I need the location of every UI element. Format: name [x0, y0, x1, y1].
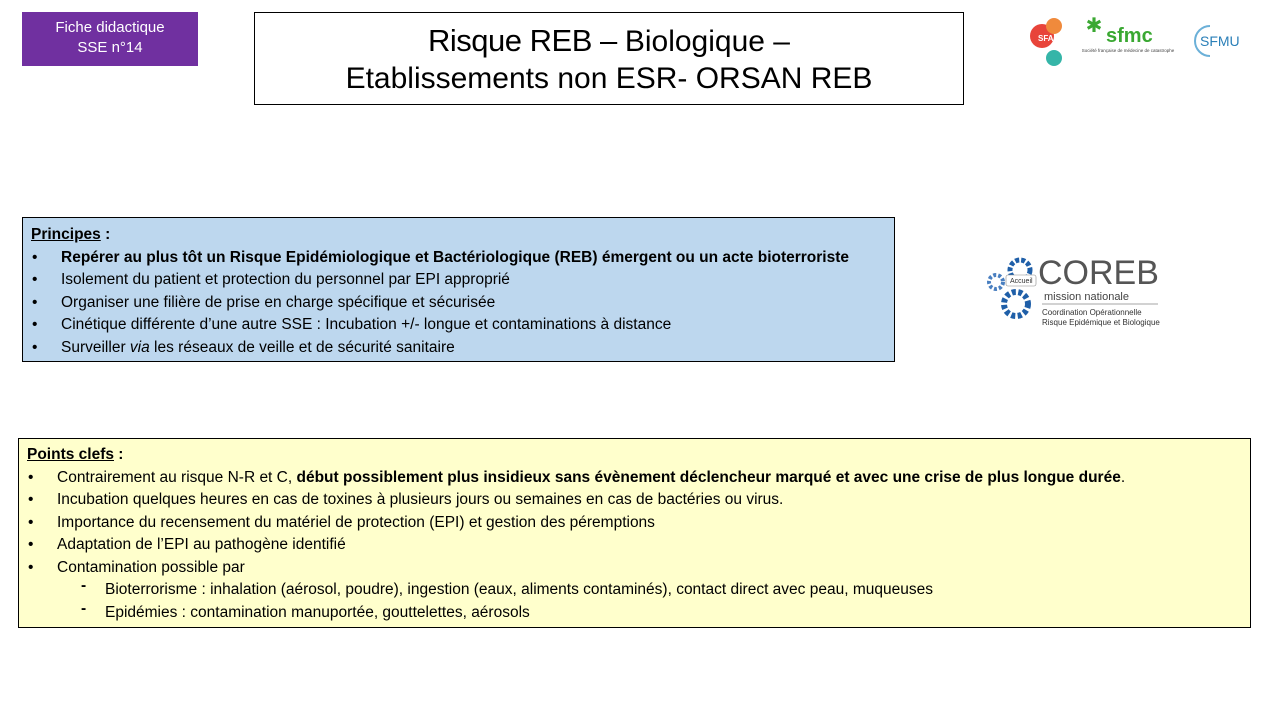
sfmc-logo: [1082, 15, 1175, 53]
society-logos: [1028, 14, 1240, 70]
list-item: • Contamination possible par: [27, 557, 1242, 580]
sfar-text: SFAR: [1038, 34, 1060, 43]
points-clefs-box: [18, 438, 1251, 628]
title-line2: Etablissements non ESR- ORSAN REB: [345, 62, 873, 95]
coreb-mission: mission nationale: [1044, 291, 1129, 303]
sub-list-item: - Epidémies : contamination manuportée, gouttelettes, aérosols: [27, 602, 1242, 625]
sub-list-item: - Bioterrorisme : inhalation (aérosol, poudre), ingestion (eaux, aliments contaminés), contact direct avec peau, muqueuses: [27, 579, 1242, 602]
title-light: Biologique –: [624, 25, 790, 58]
points-list: [27, 467, 1242, 625]
sfmu-logo: [1195, 26, 1240, 56]
title-strong: Risque REB –: [428, 23, 625, 58]
badge-line1: Fiche didactique: [55, 19, 165, 36]
coreb-logo: [982, 252, 1162, 332]
list-item: • Repérer au plus tôt un Risque Epidémiologique et Bactériologique (REB) émergent ou un acte bioterroriste: [31, 247, 886, 270]
list-item: • Cinétique différente d’une autre SSE : Incubation +/- longue et contaminations à distance: [31, 314, 886, 337]
list-item: • Surveiller via les réseaux de veille et de sécurité sanitaire: [31, 337, 886, 360]
badge-line2: SSE n°14: [77, 39, 143, 56]
list-item: • Incubation quelques heures en cas de toxines à plusieurs jours ou semaines en cas de bactéries ou virus.: [27, 489, 1242, 512]
points-heading: Points clefs :: [27, 446, 124, 463]
list-item: • Adaptation de l’EPI au pathogène identifié: [27, 534, 1242, 557]
list-item: • Isolement du patient et protection du personnel par EPI approprié: [31, 269, 886, 292]
star-of-life-icon: ✱: [1085, 15, 1103, 37]
list-item: • Importance du recensement du matériel de protection (EPI) et gestion des péremptions: [27, 512, 1242, 535]
coreb-sub1: Coordination Opérationnelle: [1042, 308, 1142, 317]
sfmc-text: sfmc: [1106, 25, 1153, 47]
coreb-name: COREB: [1038, 254, 1159, 292]
gear-icon: [989, 260, 1030, 316]
principes-list: [31, 247, 886, 360]
page-title: [254, 12, 964, 105]
sfar-logo: [1030, 18, 1062, 66]
sfmu-text: SFMU: [1200, 33, 1240, 49]
principes-heading: Principes :: [31, 226, 111, 243]
principes-box: [22, 217, 895, 362]
list-item: • Organiser une filière de prise en charge spécifique et sécurisée: [31, 292, 886, 315]
fiche-badge: [22, 12, 198, 66]
coreb-sub2: Risque Epidémique et Biologique: [1042, 318, 1160, 327]
list-item: • Contrairement au risque N-R et C, début possiblement plus insidieux sans évènement déclencheur marqué et avec une crise de plus longue durée.: [27, 467, 1242, 490]
sfmc-subtext: Société française de médecine de catastrophe: [1081, 48, 1175, 53]
accueil-button[interactable]: Accueil: [1010, 278, 1033, 285]
